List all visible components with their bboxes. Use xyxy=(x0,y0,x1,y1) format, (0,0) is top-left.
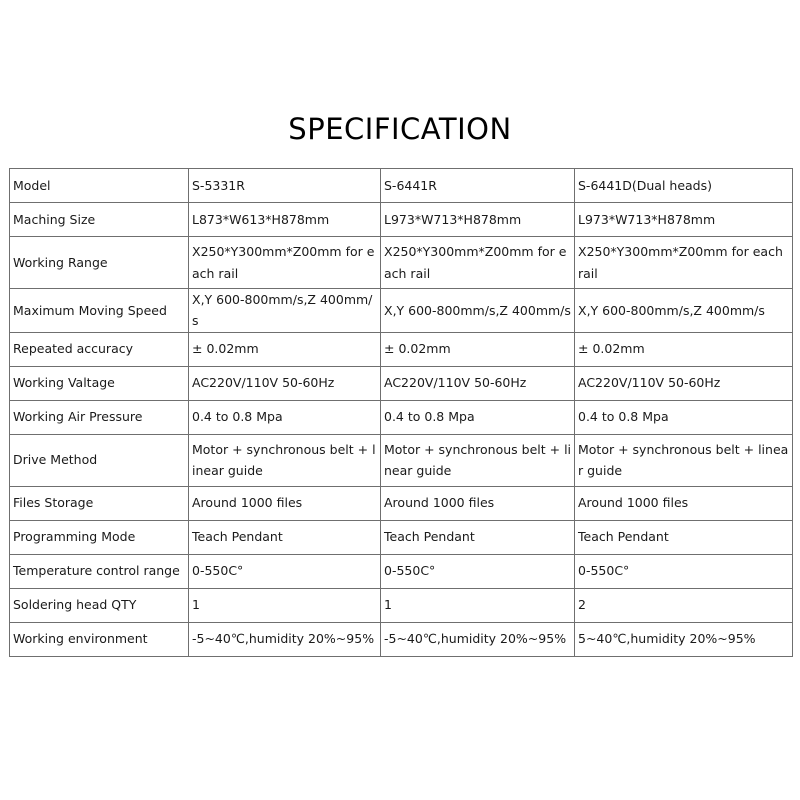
cell-model-1: AC220V/110V 50-60Hz xyxy=(189,366,381,400)
cell-model-2: ± 0.02mm xyxy=(381,332,575,366)
table-row xyxy=(10,237,793,289)
table-row xyxy=(10,554,793,588)
specification-table-body xyxy=(10,169,793,657)
row-label: Maximum Moving Speed xyxy=(10,289,189,333)
row-label: Temperature control range xyxy=(10,554,189,588)
cell-model-2: -5~40℃,humidity 20%~95% xyxy=(381,622,575,656)
row-label: Working Air Pressure xyxy=(10,400,189,434)
row-label: Working Valtage xyxy=(10,366,189,400)
cell-model-2: L973*W713*H878mm xyxy=(381,203,575,237)
table-row xyxy=(10,520,793,554)
table-row xyxy=(10,366,793,400)
cell-model-1: 0.4 to 0.8 Mpa xyxy=(189,400,381,434)
cell-model-3: 2 xyxy=(575,588,793,622)
cell-model-2: 0-550C° xyxy=(381,554,575,588)
cell-model-1: 1 xyxy=(189,588,381,622)
table-row xyxy=(10,332,793,366)
cell-model-3: Around 1000 files xyxy=(575,486,793,520)
row-label: Working environment xyxy=(10,622,189,656)
cell-model-1: -5~40℃,humidity 20%~95% xyxy=(189,622,381,656)
table-row xyxy=(10,434,793,486)
row-label: Working Range xyxy=(10,237,189,289)
cell-model-2: X250*Y300mm*Z00mm for each rail xyxy=(381,237,575,289)
cell-model-3: X,Y 600-800mm/s,Z 400mm/s xyxy=(575,289,793,333)
cell-model-1: Teach Pendant xyxy=(189,520,381,554)
cell-model-3: L973*W713*H878mm xyxy=(575,203,793,237)
cell-model-3: 0.4 to 0.8 Mpa xyxy=(575,400,793,434)
table-row xyxy=(10,486,793,520)
table-row xyxy=(10,169,793,203)
row-label: Maching Size xyxy=(10,203,189,237)
cell-model-1: ± 0.02mm xyxy=(189,332,381,366)
cell-model-3: S-6441D(Dual heads) xyxy=(575,169,793,203)
row-label: Repeated accuracy xyxy=(10,332,189,366)
table-row xyxy=(10,400,793,434)
cell-model-1: 0-550C° xyxy=(189,554,381,588)
cell-model-2: Teach Pendant xyxy=(381,520,575,554)
row-label: Files Storage xyxy=(10,486,189,520)
cell-model-2: 1 xyxy=(381,588,575,622)
row-label: Soldering head QTY xyxy=(10,588,189,622)
cell-model-1: X250*Y300mm*Z00mm for each rail xyxy=(189,237,381,289)
cell-model-1: Motor + synchronous belt + linear guide xyxy=(189,434,381,486)
cell-model-3: ± 0.02mm xyxy=(575,332,793,366)
cell-model-3: 5~40℃,humidity 20%~95% xyxy=(575,622,793,656)
cell-model-2: S-6441R xyxy=(381,169,575,203)
cell-model-3: AC220V/110V 50-60Hz xyxy=(575,366,793,400)
cell-model-2: Motor + synchronous belt + linear guide xyxy=(381,434,575,486)
cell-model-1: X,Y 600-800mm/s,Z 400mm/s xyxy=(189,289,381,333)
page-title: SPECIFICATION xyxy=(288,112,512,146)
cell-model-1: L873*W613*H878mm xyxy=(189,203,381,237)
row-label: Drive Method xyxy=(10,434,189,486)
row-label: Model xyxy=(10,169,189,203)
cell-model-2: 0.4 to 0.8 Mpa xyxy=(381,400,575,434)
row-label: Programming Mode xyxy=(10,520,189,554)
table-row xyxy=(10,203,793,237)
cell-model-3: 0-550C° xyxy=(575,554,793,588)
cell-model-3: Motor + synchronous belt + linear guide xyxy=(575,434,793,486)
cell-model-3: Teach Pendant xyxy=(575,520,793,554)
cell-model-2: Around 1000 files xyxy=(381,486,575,520)
table-row xyxy=(10,588,793,622)
cell-model-1: Around 1000 files xyxy=(189,486,381,520)
cell-model-2: AC220V/110V 50-60Hz xyxy=(381,366,575,400)
cell-model-2: X,Y 600-800mm/s,Z 400mm/s xyxy=(381,289,575,333)
cell-model-1: S-5331R xyxy=(189,169,381,203)
specification-table xyxy=(9,168,793,657)
cell-model-3: X250*Y300mm*Z00mm for each rail xyxy=(575,237,793,289)
table-row xyxy=(10,289,793,333)
table-row xyxy=(10,622,793,656)
